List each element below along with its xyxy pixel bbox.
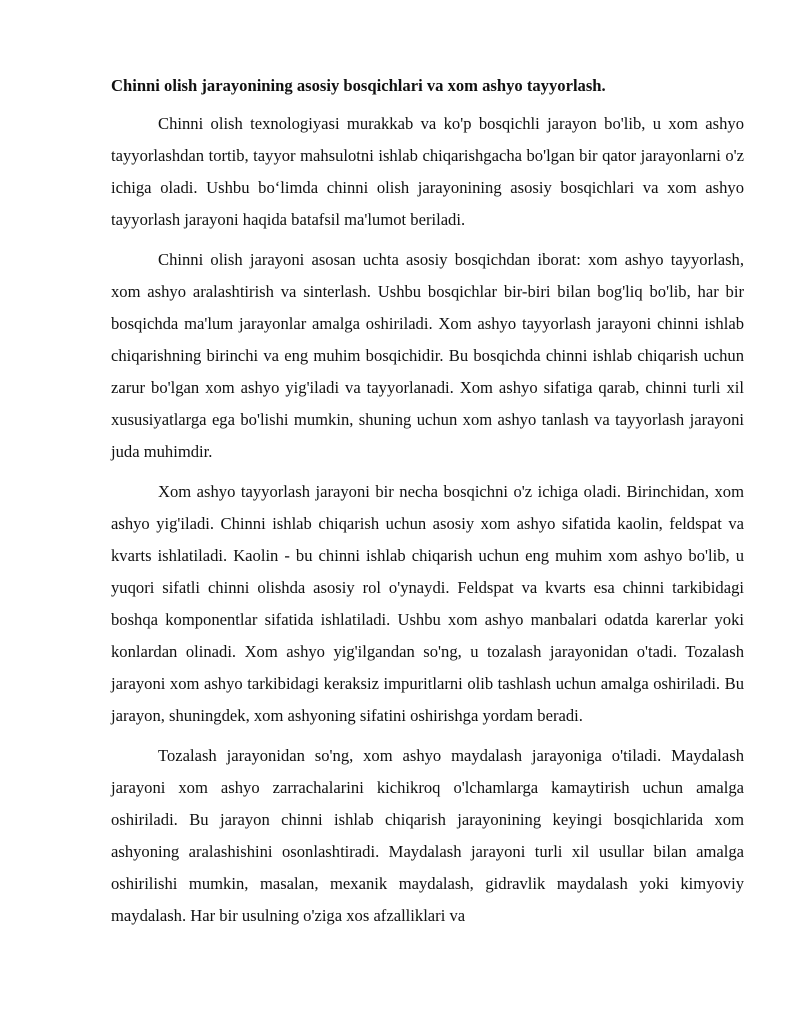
document-title: Chinni olish jarayonining asosiy bosqichlari va xom ashyo tayyorlash.	[111, 76, 606, 95]
paragraph-1: Chinni olish texnologiyasi murakkab va ko'p bosqichli jarayon bo'lib, u xom ashyo tayyorlashdan tortib, tayyor mahsulotni ishlab chiqarishgacha bo'lgan bir qator jarayonlarni o'z ichiga oladi. Ushbu bo‘limda chinni olish jarayonining asosiy bosqichlari va xom ashyo tayyorlash jarayoni haqida batafsil ma'lumot beriladi.	[111, 114, 744, 229]
paragraph-2: Chinni olish jarayoni asosan uchta asosiy bosqichdan iborat: xom ashyo tayyorlash, xom ashyo aralashtirish va sinterlash. Ushbu bosqichlar bir-biri bilan bog'liq bo'lib, har bir bosqichda ma'lum jarayonlar amalga oshiriladi. Xom ashyo tayyorlash jarayoni chinni ishlab chiqarishning birinchi va eng muhim bosqichidir. Bu bosqichda chinni ishlab chiqarish uchun zarur bo'lgan xom ashyo yig'iladi va tayyorlanadi. Xom ashyo sifatiga qarab, chinni turli xil xususiyatlarga ega bo'lishi mumkin, shuning uchun xom ashyo tanlash va tayyorlash jarayoni juda muhimdir.	[111, 250, 744, 461]
paragraph-3: Xom ashyo tayyorlash jarayoni bir necha bosqichni o'z ichiga oladi. Birinchidan, xom ashyo yig'iladi. Chinni ishlab chiqarish uchun asosiy xom ashyo sifatida kaolin, feldspat va kvarts ishlatiladi. Kaolin - bu chinni ishlab chiqarish uchun eng muhim xom ashyo bo'lib, u yuqori sifatli chinni olishda asosiy rol o'ynaydi. Feldspat va kvarts esa chinni tarkibidagi boshqa komponentlar sifatida ishlatiladi. Ushbu xom ashyo manbalari odatda karerlar yoki konlardan olinadi. Xom ashyo yig'ilgandan so'ng, u tozalash jarayonidan o'tadi. Tozalash jarayoni xom ashyo tarkibidagi keraksiz impuritlarni olib tashlash uchun amalga oshiriladi. Bu jarayon, shuningdek, xom ashyoning sifatini oshirishga yordam beradi.	[111, 482, 744, 725]
paragraph-4: Tozalash jarayonidan so'ng, xom ashyo maydalash jarayoniga o'tiladi. Maydalash jarayoni xom ashyo zarrachalarini kichikroq o'lchamlarga kamaytirish uchun amalga oshiriladi. Bu jarayon chinni ishlab chiqarish jarayonining keyingi bosqichlarida xom ashyoning aralashishini osonlashtiradi. Maydalash jarayoni turli xil usullar bilan amalga oshirilishi mumkin, masalan, mexanik maydalash, gidravlik maydalash yoki kimyoviy maydalash. Har bir usulning o'ziga xos afzalliklari va	[111, 746, 744, 925]
document-page	[111, 72, 744, 940]
